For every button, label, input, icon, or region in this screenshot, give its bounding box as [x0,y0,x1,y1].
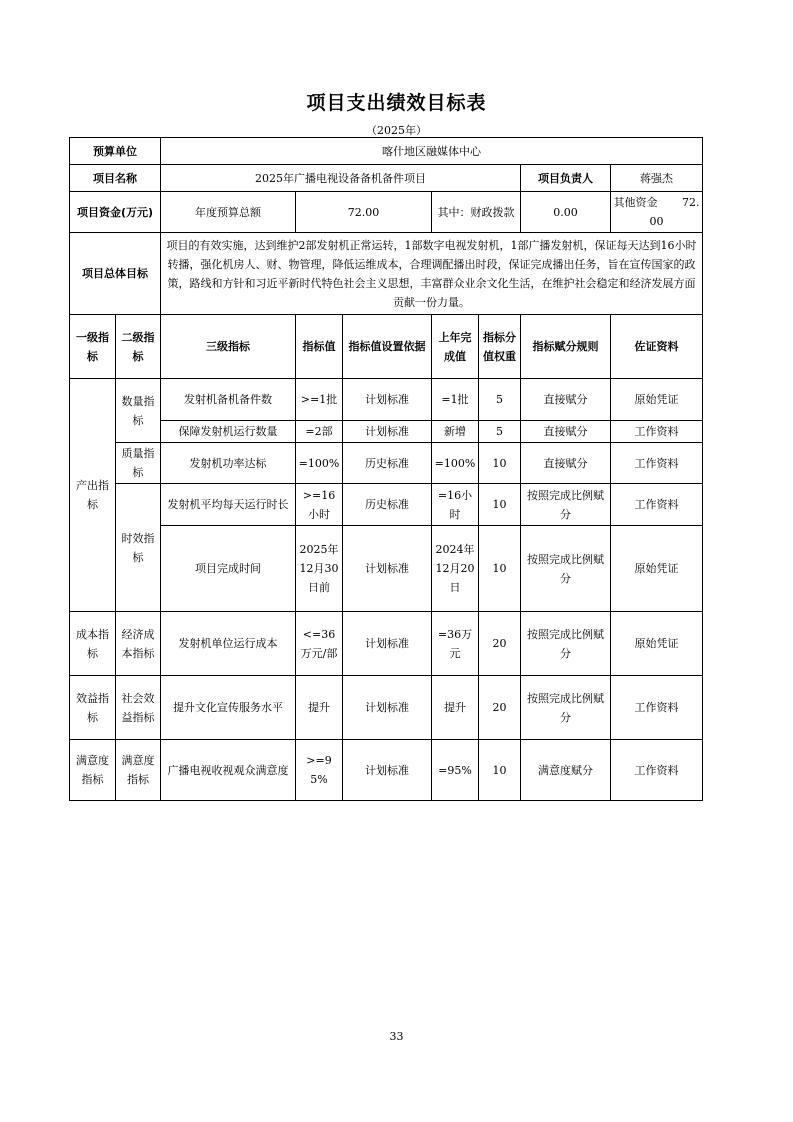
group-benefit: 效益指标 [70,676,116,740]
header-level2: 二级指标 [116,315,161,379]
fiscal-value: 0.00 [521,192,611,233]
indicator-evidence: 原始凭证 [611,379,703,421]
indicator-weight: 20 [479,612,521,676]
indicator-evidence: 工作资料 [611,443,703,484]
indicator-last-year: =1批 [432,379,479,421]
indicator-basis: 计划标准 [343,740,432,801]
year-label: （2025年） [366,124,427,137]
unit-value: 喀什地区融媒体中心 [161,138,703,165]
group-satisfaction-sub: 满意度指标 [116,740,161,801]
header-rule: 指标赋分规则 [521,315,611,379]
table-row [70,484,703,526]
indicator-weight: 20 [479,676,521,740]
indicator-last-year: 2024年12月20日 [432,526,479,612]
indicator-value: =100% [296,443,343,484]
indicator-last-year: =36万元 [432,612,479,676]
group-quality: 质量指标 [116,443,161,484]
group-satisfaction: 满意度指标 [70,740,116,801]
indicator-last-year: =95% [432,740,479,801]
other-fund-cell [611,192,703,233]
header-last-year: 上年完成值 [432,315,479,379]
indicator-basis: 计划标准 [343,421,432,443]
other-fund-label: 其他资金 [613,196,658,209]
indicator-value: =2部 [296,421,343,443]
table-row [70,421,703,443]
performance-table [69,137,703,801]
project-name-value: 2025年广播电视设备备机备件项目 [161,165,521,192]
indicator-rule: 按照完成比例赋分 [521,484,611,526]
indicator-evidence: 工作资料 [611,740,703,801]
leader-label: 项目负责人 [521,165,611,192]
indicator-basis: 计划标准 [343,612,432,676]
group-timeliness: 时效指标 [116,484,161,612]
header-weight: 指标分值权重 [479,315,521,379]
indicator-weight: 10 [479,740,521,801]
indicator-evidence: 工作资料 [611,676,703,740]
indicator-evidence: 工作资料 [611,484,703,526]
other-fund-value: 72.00 [649,196,700,228]
indicator-name: 发射机功率达标 [161,443,296,484]
indicator-rule: 满意度赋分 [521,740,611,801]
header-value: 指标值 [296,315,343,379]
indicator-value: <=36万元/部 [296,612,343,676]
indicator-rule: 按照完成比例赋分 [521,676,611,740]
annual-budget-value: 72.00 [296,192,432,233]
header-evidence: 佐证资料 [611,315,703,379]
group-social: 社会效益指标 [116,676,161,740]
fiscal-label: 其中：财政拨款 [432,192,521,233]
indicator-weight: 10 [479,443,521,484]
indicator-weight: 10 [479,484,521,526]
table-row [70,379,703,421]
indicator-name: 广播电视收视观众满意度 [161,740,296,801]
indicator-name: 项目完成时间 [161,526,296,612]
group-cost: 成本指标 [70,612,116,676]
header-basis: 指标值设置依据 [343,315,432,379]
indicator-name: 提升文化宣传服务水平 [161,676,296,740]
table-row [70,443,703,484]
indicator-rule: 直接赋分 [521,421,611,443]
indicator-rule: 按照完成比例赋分 [521,526,611,612]
indicator-basis: 历史标准 [343,443,432,484]
indicator-name: 发射机平均每天运行时长 [161,484,296,526]
indicator-rule: 直接赋分 [521,379,611,421]
table-row [70,676,703,740]
indicator-weight: 5 [479,421,521,443]
indicator-last-year: =100% [432,443,479,484]
page-title: 项目支出绩效目标表 [306,92,487,114]
indicator-basis: 历史标准 [343,484,432,526]
unit-label: 预算单位 [70,138,161,165]
header-level3: 三级指标 [161,315,296,379]
indicator-last-year: 新增 [432,421,479,443]
indicator-value: >=1批 [296,379,343,421]
indicator-value: 提升 [296,676,343,740]
indicator-basis: 计划标准 [343,379,432,421]
indicator-evidence: 工作资料 [611,421,703,443]
indicator-weight: 5 [479,379,521,421]
indicator-last-year: 提升 [432,676,479,740]
indicator-value: 2025年12月30日前 [296,526,343,612]
indicator-value: >=16小时 [296,484,343,526]
indicator-basis: 计划标准 [343,526,432,612]
annual-budget-label: 年度预算总额 [161,192,296,233]
fund-label: 项目资金(万元) [70,192,161,233]
goal-label: 项目总体目标 [70,233,161,315]
group-econ-cost: 经济成本指标 [116,612,161,676]
table-row [70,526,703,612]
header-level1: 一级指标 [70,315,116,379]
page-number: 33 [389,1030,404,1043]
project-name-label: 项目名称 [70,165,161,192]
indicator-rule: 按照完成比例赋分 [521,612,611,676]
indicator-last-year: =16小时 [432,484,479,526]
indicator-name: 发射机单位运行成本 [161,612,296,676]
indicator-name: 保障发射机运行数量 [161,421,296,443]
indicator-evidence: 原始凭证 [611,612,703,676]
indicator-weight: 10 [479,526,521,612]
goal-text: 项目的有效实施，达到维护2部发射机正常运转，1部数字电视发射机，1部广播发射机，保证每天达到16小时转播，强化机房人、财、物管理，降低运维成本，合理调配播出时段，保证完成播出任务，旨在宣传国家的政策，路线和方针和习近平新时代特色社会主义思想，丰富群众业余文化生活，在维护社会稳定和经济发展方面贡献一份力量。 [161,233,703,315]
group-quantity: 数量指标 [116,379,161,443]
table-row [70,740,703,801]
leader-value: 蒋强杰 [611,165,703,192]
table-row [70,612,703,676]
group-output: 产出指标 [70,379,116,612]
indicator-name: 发射机备机备件数 [161,379,296,421]
indicator-rule: 直接赋分 [521,443,611,484]
indicator-basis: 计划标准 [343,676,432,740]
indicator-evidence: 原始凭证 [611,526,703,612]
indicator-value: >=95% [296,740,343,801]
